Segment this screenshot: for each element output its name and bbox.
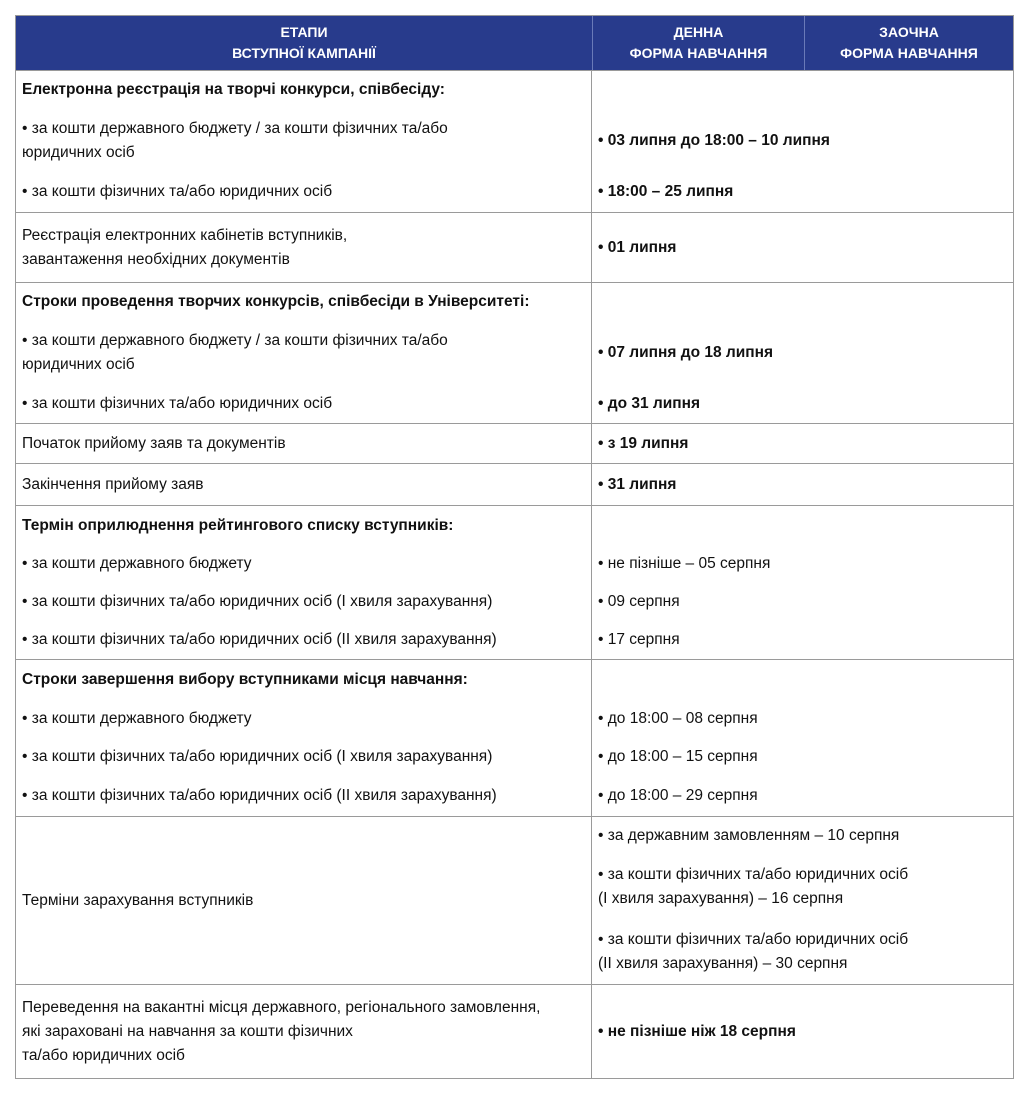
stage-cell	[16, 424, 592, 463]
date-value: • 17 серпня	[598, 630, 680, 648]
stage-title: Реєстрація електронних кабінетів вступників, завантаження необхідних документів	[22, 226, 348, 268]
date-value: • до 18:00 – 15 серпня	[598, 748, 758, 765]
stage-item: • за кошти фізичних та/або юридичних осіб (І хвиля зарахування)	[22, 748, 493, 765]
date-value: • 18:00 – 25 липня	[598, 183, 734, 200]
date-cell	[592, 506, 1013, 659]
date-cell	[592, 464, 1013, 505]
date-value: • 07 липня до 18 липня	[598, 344, 774, 361]
table-row	[16, 212, 1013, 282]
date-value: • 09 серпня	[598, 593, 680, 610]
stage-item: • за кошти державного бюджету	[22, 555, 252, 572]
table-row	[16, 70, 1013, 212]
date-cell	[592, 817, 1013, 984]
stage-cell	[16, 71, 592, 212]
stage-item: • за кошти фізичних та/або юридичних осіб	[22, 394, 333, 412]
date-value: • за кошти фізичних та/або юридичних осіб (ІІ хвиля зарахування) – 30 серпня	[598, 930, 909, 972]
date-cell	[592, 985, 1013, 1078]
stage-cell	[16, 283, 592, 423]
stage-item: • за кошти державного бюджету / за кошти фізичних та/або юридичних осіб	[22, 120, 448, 161]
stage-cell	[16, 506, 592, 659]
stage-title: Переведення на вакантні місця державного, регіонального замовлення, які зараховані на навчання за кошти фізичних та/або юридичних осіб	[22, 998, 541, 1064]
date-cell	[592, 660, 1013, 816]
date-cell	[592, 213, 1013, 282]
date-value: • до 18:00 – 29 серпня	[598, 786, 758, 804]
date-cell	[592, 424, 1013, 463]
date-value: • не пізніше ніж 18 серпня	[598, 1022, 796, 1040]
date-cell	[592, 283, 1013, 423]
admission-schedule-table	[15, 15, 1014, 1079]
date-value: • за кошти фізичних та/або юридичних осіб (І хвиля зарахування) – 16 серпня	[598, 866, 909, 907]
stage-item: • за кошти фізичних та/або юридичних осіб	[22, 183, 333, 200]
stage-title: Електронна реєстрація на творчі конкурси, співбесіду:	[22, 81, 445, 98]
date-value: • з 19 липня	[598, 434, 689, 452]
table-row	[16, 282, 1013, 423]
stage-item: • за кошти фізичних та/або юридичних осіб (І хвиля зарахування)	[22, 593, 493, 610]
table-header	[16, 16, 1013, 70]
date-value: • 01 липня	[598, 238, 677, 256]
header-stages: ЕТАПИ ВСТУПНОЇ КАМПАНІЇ	[232, 24, 376, 61]
stage-title: Початок прийому заяв та документів	[22, 434, 286, 452]
date-value: • за державним замовленням – 10 серпня	[598, 827, 900, 844]
stage-item: • за кошти державного бюджету / за кошти фізичних та/або юридичних осіб	[22, 332, 448, 373]
table-row	[16, 984, 1013, 1078]
stage-title: Закінчення прийому заяв	[22, 475, 204, 493]
stage-title: Терміни зарахування вступників	[22, 891, 254, 909]
stage-cell	[16, 985, 592, 1078]
stage-cell	[16, 660, 592, 816]
table-row	[16, 659, 1013, 816]
date-value: • 31 липня	[598, 475, 677, 493]
stage-item: • за кошти державного бюджету	[22, 710, 252, 727]
stage-title: Термін оприлюднення рейтингового списку вступників:	[22, 516, 454, 534]
date-value: • до 18:00 – 08 серпня	[598, 710, 758, 727]
stage-title: Строки завершення вибору вступниками місця навчання:	[22, 671, 468, 688]
date-cell	[592, 71, 1013, 212]
stage-title: Строки проведення творчих конкурсів, співбесіди в Університеті:	[22, 293, 530, 310]
stage-cell	[16, 213, 592, 282]
stage-cell	[16, 464, 592, 505]
stage-item: • за кошти фізичних та/або юридичних осіб (ІІ хвиля зарахування)	[22, 630, 497, 648]
table-row	[16, 505, 1013, 659]
table-row	[16, 423, 1013, 463]
stage-cell	[16, 817, 592, 984]
stage-item: • за кошти фізичних та/або юридичних осіб (ІІ хвиля зарахування)	[22, 786, 497, 804]
date-value: • не пізніше – 05 серпня	[598, 555, 771, 572]
date-value: • 03 липня до 18:00 – 10 липня	[598, 132, 830, 149]
header-full-time: ДЕННА ФОРМА НАВЧАННЯ	[592, 16, 804, 70]
table-row	[16, 463, 1013, 505]
header-part-time: ЗАОЧНА ФОРМА НАВЧАННЯ	[804, 16, 1013, 70]
table-row	[16, 816, 1013, 984]
date-value: • до 31 липня	[598, 394, 701, 412]
